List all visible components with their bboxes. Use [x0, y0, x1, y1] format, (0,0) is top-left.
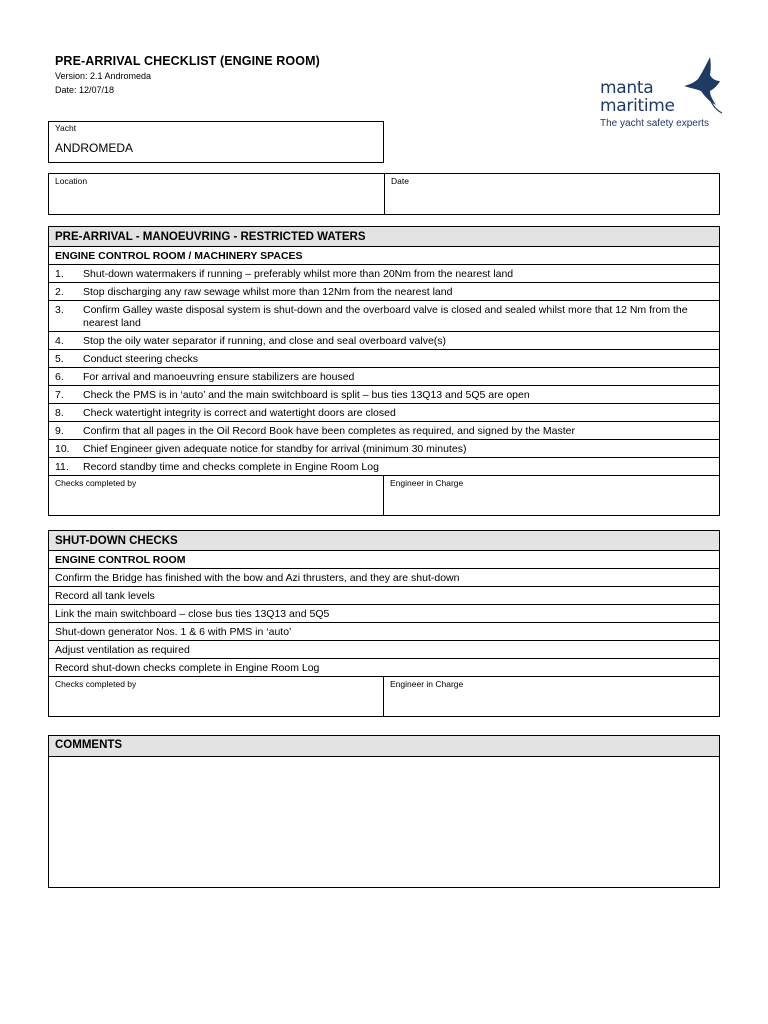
pre-arrival-table [48, 226, 720, 516]
checks-completed-by-field[interactable]: Checks completed by [49, 476, 384, 515]
comments-box[interactable] [48, 735, 720, 888]
signature-row [49, 476, 720, 516]
section1-title: PRE-ARRIVAL - MANOEUVRING - RESTRICTED WATERS [49, 227, 720, 247]
yacht-field[interactable] [48, 121, 384, 163]
version-text: Version: 2.1 Andromeda [55, 71, 152, 81]
shutdown-table [48, 530, 720, 717]
checklist-item: 10. Chief Engineer given adequate notice for standby for arrival (minimum 30 minutes) [49, 440, 720, 458]
logo-tagline: The yacht safety experts [600, 118, 709, 129]
yacht-label: Yacht [55, 123, 77, 133]
section2-title: SHUT-DOWN CHECKS [49, 531, 720, 551]
location-label: Location [55, 176, 88, 186]
engineer-in-charge-field[interactable]: Engineer in Charge [390, 679, 464, 689]
location-date-row [48, 173, 720, 215]
comments-title: COMMENTS [49, 736, 719, 757]
location-date-divider [384, 174, 385, 214]
date-text: Date: 12/07/18 [55, 85, 115, 95]
section1-subtitle: ENGINE CONTROL ROOM / MACHINERY SPACES [49, 247, 720, 265]
logo-line-2: maritime [600, 96, 675, 116]
checklist-item: Adjust ventilation as required [49, 641, 720, 659]
logo-line-1: manta [600, 78, 654, 98]
checklist-item: 7. Check the PMS is in ‘auto’ and the main switchboard is split – bus ties 13Q13 and 5Q5 are open [49, 386, 720, 404]
checklist-item: 4. Stop the oily water separator if running, and close and seal overboard valve(s) [49, 332, 720, 350]
checklist-item: 1. Shut-down watermakers if running – preferably whilst more than 20Nm from the nearest land [49, 265, 720, 283]
checks-completed-by-field[interactable]: Checks completed by [49, 677, 384, 716]
checklist-item: 5. Conduct steering checks [49, 350, 720, 368]
checklist-item: Record all tank levels [49, 587, 720, 605]
checklist-item: Confirm the Bridge has finished with the bow and Azi thrusters, and they are shut-down [49, 569, 720, 587]
checklist-item: 8. Check watertight integrity is correct and watertight doors are closed [49, 404, 720, 422]
checklist-item: Record shut-down checks complete in Engine Room Log [49, 659, 720, 677]
checklist-item: Link the main switchboard – close bus ties 13Q13 and 5Q5 [49, 605, 720, 623]
document-title: PRE-ARRIVAL CHECKLIST (ENGINE ROOM) [55, 54, 320, 68]
date-label: Date [391, 176, 409, 186]
checklist-item: 11. Record standby time and checks complete in Engine Room Log [49, 458, 720, 476]
checklist-item: 3. Confirm Galley waste disposal system is shut-down and the overboard valve is closed and sealed whilst more that 12 Nm from the nearest land [49, 301, 720, 332]
checklist-item: 6. For arrival and manoeuvring ensure stabilizers are housed [49, 368, 720, 386]
checklist-item: 9. Confirm that all pages in the Oil Record Book have been completes as required, and signed by the Master [49, 422, 720, 440]
yacht-value: ANDROMEDA [55, 141, 134, 155]
signature-row [49, 677, 720, 717]
engineer-in-charge-field[interactable]: Engineer in Charge [390, 478, 464, 488]
manta-maritime-logo [598, 55, 728, 130]
checklist-item: Shut-down generator Nos. 1 & 6 with PMS in ‘auto’ [49, 623, 720, 641]
section2-subtitle: ENGINE CONTROL ROOM [49, 551, 720, 569]
checklist-item: 2. Stop discharging any raw sewage whilst more than 12Nm from the nearest land [49, 283, 720, 301]
